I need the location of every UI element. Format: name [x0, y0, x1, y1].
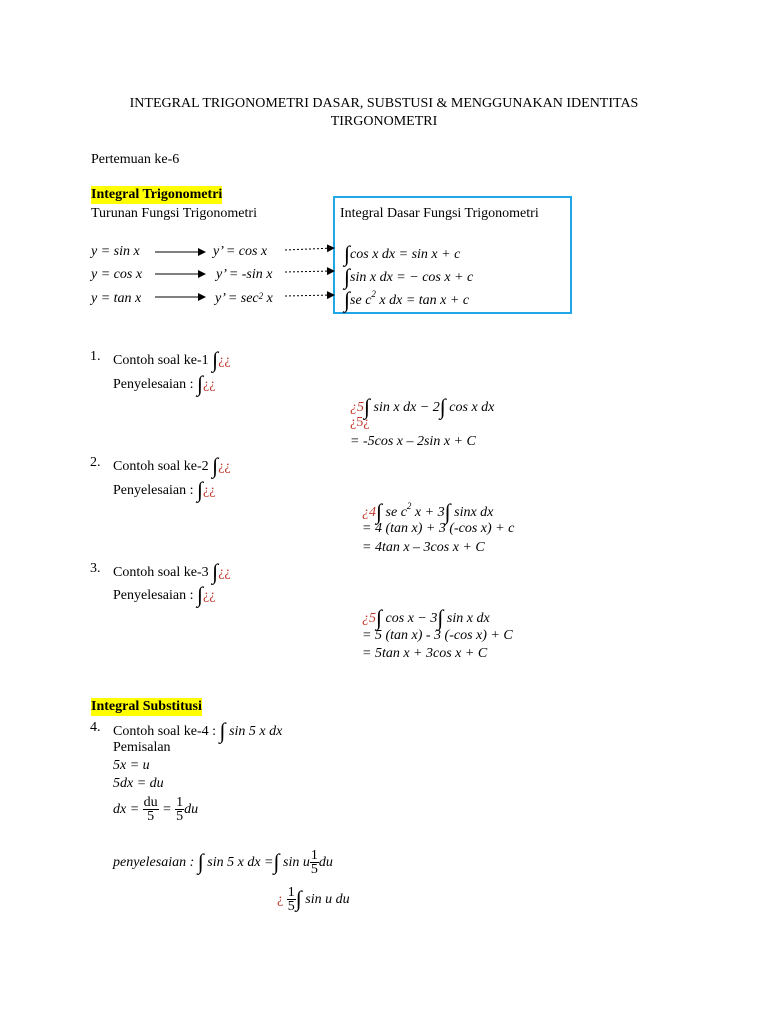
integral-formula-1: ∫cos x dx = sin x + c [344, 241, 461, 266]
arrow-dashed-3 [285, 295, 334, 296]
meeting-label: Pertemuan ke-6 [91, 152, 180, 167]
substitution-dx: dx = $\frac{du}{5}$ = $\frac{1}{5}$ du [113, 795, 199, 825]
derivative-3: y’ = $\sec^2 x$ [215, 291, 273, 306]
example-2-solution-label: Penyelesaian : ∫¿¿ [113, 477, 216, 502]
substitution-final: ¿ $\frac{1}{5}$ ∫ sin u du [277, 885, 350, 915]
integral-box-title: Integral Dasar Fungsi Trigonometri [340, 206, 539, 221]
example-2-step-1: ¿4∫ se $c^2$ x + 3∫ sinx dx [362, 499, 494, 524]
function-1: y = sin x [91, 244, 140, 259]
integral-formula-3: ∫se $c^2$ x dx = tan x + c [344, 287, 470, 312]
example-3-result: = 5tan x + 3cos x + C [362, 646, 488, 661]
substitution-label: Pemisalan [113, 740, 171, 755]
substitution-solution: penyelesaian : ∫ sin 5 x dx =∫ sin u $\frac{1}{5}$ du [113, 848, 333, 878]
arrow-dashed-2 [285, 271, 334, 272]
example-2-question: Contoh soal ke-2 ∫¿¿ [113, 453, 231, 478]
example-1-solution-label: Penyelesaian : ∫¿¿ [113, 371, 216, 396]
example-4-question: Contoh soal ke-4 : ∫ sin 5 x dx [113, 718, 283, 743]
example-1-question: Contoh soal ke-1 ∫¿¿ [113, 347, 231, 372]
example-3-solution-label: Penyelesaian : ∫¿¿ [113, 582, 216, 607]
example-1-step-2: ¿5¿ [350, 415, 370, 430]
section-heading-trig: Integral Trigonometri [91, 187, 223, 202]
example-3-step-2: = 5 (tan x) - 3 (-cos x) + C [362, 628, 513, 643]
example-1-result: = -5cos x – 2sin x + C [350, 434, 476, 449]
section-heading-substitution: Integral Substitusi [91, 699, 202, 714]
function-3: y = tan x [91, 291, 142, 306]
integral-formula-2: ∫sin x dx = − cos x + c [344, 264, 474, 289]
derivative-1: y’ = cos x [213, 244, 268, 259]
arrow-dashed-1 [285, 248, 334, 250]
example-4-number: 4. [90, 720, 101, 735]
substitution-line-2: 5dx = du [113, 776, 164, 791]
example-1-number: 1. [90, 349, 101, 364]
derivative-title: Turunan Fungsi Trigonometri [91, 206, 257, 221]
example-2-result: = 4tan x – 3cos x + C [362, 540, 485, 555]
example-2-number: 2. [90, 455, 101, 470]
example-1-step-1: ¿5∫ sin x dx − 2∫ cos x dx [350, 394, 495, 419]
substitution-line-1: 5x = u [113, 758, 150, 773]
example-3-step-1: ¿5∫ cos x − 3∫ sin x dx [362, 605, 490, 630]
function-2: y = cos x [91, 267, 143, 282]
page-title-line2: TIRGONOMETRI [330, 114, 438, 129]
derivative-2: y’ = -sin x [216, 267, 273, 282]
example-2-step-2: = 4 (tan x) + 3 (-cos x) + c [362, 521, 515, 536]
example-3-question: Contoh soal ke-3 ∫¿¿ [113, 559, 231, 584]
example-3-number: 3. [90, 561, 101, 576]
page-title: INTEGRAL TRIGONOMETRI DASAR, SUBSTUSI & MENGGUNAKAN IDENTITAS [129, 96, 639, 111]
